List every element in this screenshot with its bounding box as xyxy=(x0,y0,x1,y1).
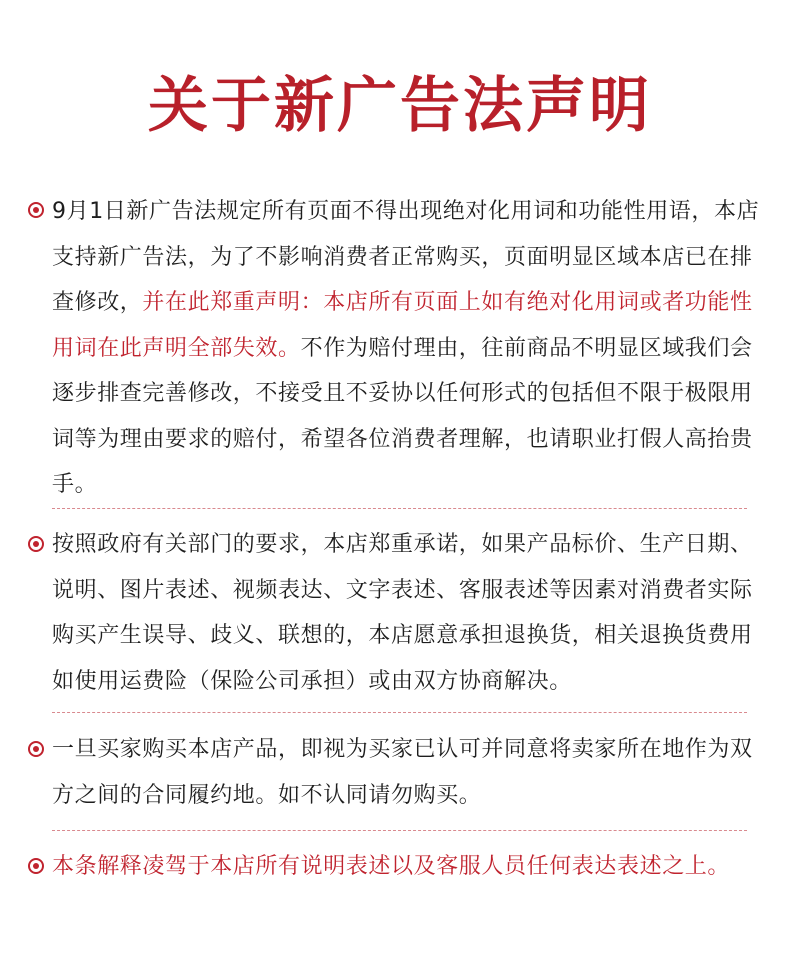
page-title: 关于新广告法声明 xyxy=(148,71,652,141)
statement-paragraph-2: 按照政府有关部门的要求，本店郑重承诺，如果产品标价、生产日期、说明、图片表述、视频表达、文字表述、客服表述等因素对消费者实际购买产生误导、歧义、联想的，本店愿意承担退换货，相关退换货费用如使用运费险（保险公司承担）或由双方协商解决。 xyxy=(52,532,753,694)
statement-paragraph-3: 一旦买家购买本店产品，即视为买家已认可并同意将卖家所在地作为双方之间的合同履约地。如不认同请勿购买。 xyxy=(52,737,753,808)
statement-1-highlight: 并在此郑重声明：本店所有页面上如有绝对化用词或者功能性用词在此声明全部失效。 xyxy=(52,290,753,361)
statement-paragraph-1 xyxy=(52,189,762,508)
statement-1-text: 9月1日新广告法规定所有页面不得出现绝对化用词和功能性用语，本店支持新广告法，为了不影响消费者正常购买，页面明显区域本店已在排查修改， xyxy=(52,199,760,315)
statement-1-text-continued: 不作为赔付理由，往前商品不明显区域我们会逐步排查完善修改，不接受且不妥协以任何形式的包括但不限于极限用词等为理由要求的赔付，希望各位消费者理解，也请职业打假人高抬贵手。 xyxy=(52,335,753,497)
bullet-icon xyxy=(28,741,44,757)
bullet-icon xyxy=(28,536,44,552)
statement-paragraph-4: 本条解释凌驾于本店所有说明表述以及客服人员任何表达表述之上。 xyxy=(52,854,731,879)
dashed-divider xyxy=(52,830,747,831)
dashed-divider xyxy=(52,712,747,713)
dashed-divider xyxy=(52,508,747,509)
bullet-icon xyxy=(28,858,44,874)
bullet-icon xyxy=(28,202,44,218)
